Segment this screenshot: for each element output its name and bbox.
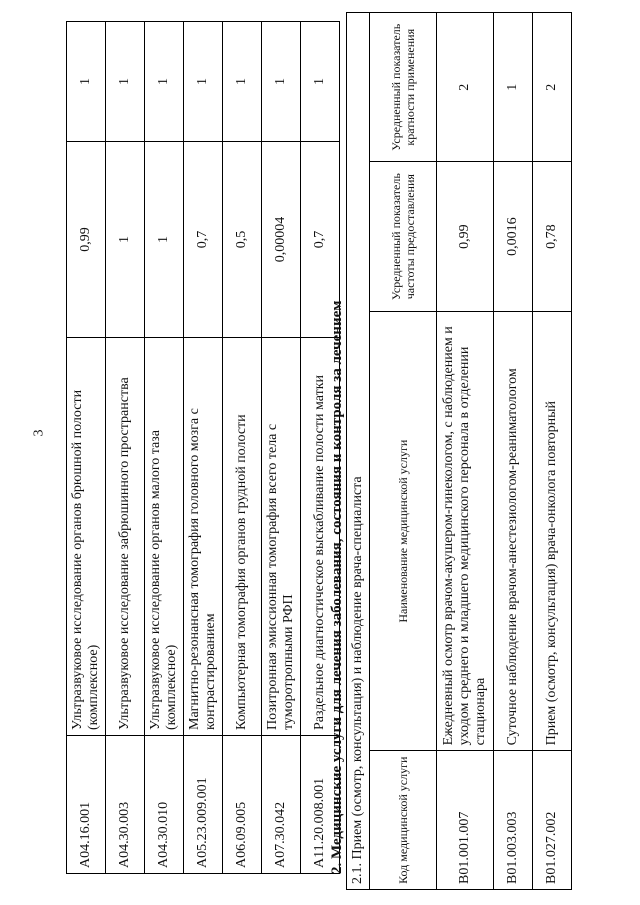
table-header-row — [370, 13, 437, 890]
multiplicity-value: 1 — [262, 22, 301, 142]
table-row — [145, 22, 184, 874]
subsection-heading: 2.1. Прием (осмотр, консультация) и наблюдение врача-специалиста — [347, 13, 370, 890]
multiplicity-value: 1 — [494, 13, 533, 162]
frequency-value: 0,78 — [533, 162, 572, 311]
frequency-value: 0,99 — [437, 162, 494, 311]
multiplicity-value: 2 — [533, 13, 572, 162]
header-name: Наименование медицинской услуги — [370, 311, 437, 751]
service-name: Ультразвуковое исследование забрюшинного пространства — [106, 338, 145, 736]
table-row — [184, 22, 223, 874]
service-code: B01.027.002 — [533, 751, 572, 890]
service-code: A05.23.009.001 — [184, 736, 223, 874]
table-row — [106, 22, 145, 874]
subsection-row — [347, 13, 370, 890]
table-row — [67, 22, 106, 874]
multiplicity-value: 1 — [301, 22, 340, 142]
frequency-value: 0,7 — [184, 142, 223, 338]
page-number: 3 — [31, 429, 47, 437]
rotated-page-content — [66, 10, 636, 890]
service-name: Ежедневный осмотр врачом-акушером-гинекологом, с наблюдением и уходом среднего и младшего медицинского персонала в отделении стационара — [437, 311, 494, 751]
frequency-value: 0,5 — [223, 142, 262, 338]
service-code: A04.30.003 — [106, 736, 145, 874]
frequency-value: 0,7 — [301, 142, 340, 338]
service-code: A11.20.008.001 — [301, 736, 340, 874]
frequency-value: 0,00004 — [262, 142, 301, 338]
treatment-table — [346, 12, 572, 890]
service-code: A04.30.010 — [145, 736, 184, 874]
service-code: B01.001.007 — [437, 751, 494, 890]
header-code: Код медицинской услуги — [370, 751, 437, 890]
frequency-value: 0,0016 — [494, 162, 533, 311]
table-row — [494, 13, 533, 890]
service-name: Ультразвуковое исследование органов брюшной полости (комплексное) — [67, 338, 106, 736]
section-heading: 2. Медицинские услуги для лечения заболевания, состояния и контроля за лечением — [329, 300, 345, 874]
frequency-value: 0,99 — [67, 142, 106, 338]
multiplicity-value: 1 — [145, 22, 184, 142]
service-name: Ультразвуковое исследование органов малого таза (комплексное) — [145, 338, 184, 736]
table-row — [223, 22, 262, 874]
multiplicity-value: 1 — [223, 22, 262, 142]
multiplicity-value: 1 — [184, 22, 223, 142]
service-code: A06.09.005 — [223, 736, 262, 874]
service-code: B01.003.003 — [494, 751, 533, 890]
frequency-value: 1 — [106, 142, 145, 338]
service-name: Прием (осмотр, консультация) врача-онколога повторный — [533, 311, 572, 751]
multiplicity-value: 2 — [437, 13, 494, 162]
table-row — [533, 13, 572, 890]
service-name: Магнитно-резонансная томография головного мозга с контрастированием — [184, 338, 223, 736]
service-name: Компьютерная томография органов грудной полости — [223, 338, 262, 736]
frequency-value: 1 — [145, 142, 184, 338]
service-name: Раздельное диагностическое выскабливание полости матки — [301, 338, 340, 736]
header-frequency: Усредненный показатель частоты предоставления — [370, 162, 437, 311]
table-row — [262, 22, 301, 874]
service-code: A04.16.001 — [67, 736, 106, 874]
diagnostics-table — [66, 21, 340, 874]
service-code: A07.30.042 — [262, 736, 301, 874]
multiplicity-value: 1 — [67, 22, 106, 142]
service-name: Суточное наблюдение врачом-анестезиологом-реаниматологом — [494, 311, 533, 751]
header-multiplicity: Усредненный показатель кратности применения — [370, 13, 437, 162]
service-name: Позитронная эмиссионная томография всего тела с туморотропными РФП — [262, 338, 301, 736]
multiplicity-value: 1 — [106, 22, 145, 142]
table-row — [437, 13, 494, 890]
